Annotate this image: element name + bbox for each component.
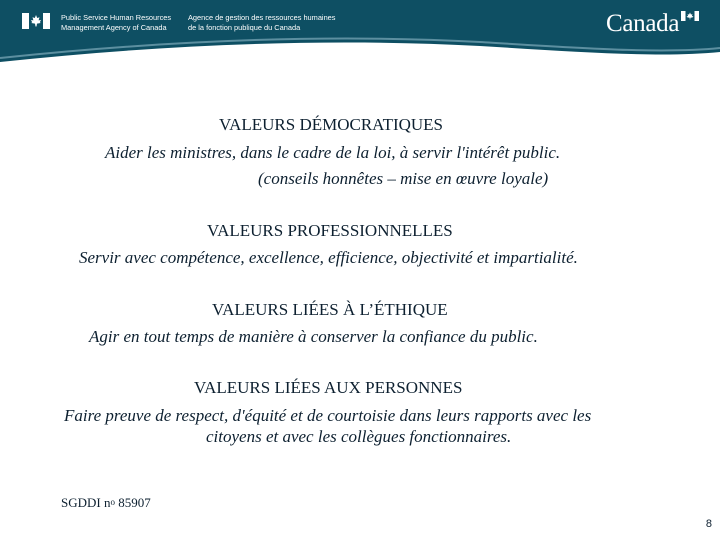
org-fr-line1: Agence de gestion des ressources humaines bbox=[188, 13, 336, 22]
organization-name-french bbox=[188, 13, 336, 32]
section-text-democratic-2: (conseils honnêtes – mise en œuvre loyale) bbox=[258, 169, 549, 188]
section-heading-professional: VALEURS PROFESSIONNELLES bbox=[207, 221, 453, 240]
org-en-line1: Public Service Human Resources bbox=[61, 13, 172, 22]
canada-flag-icon bbox=[22, 13, 50, 29]
ref-prefix: SGDDI n bbox=[61, 495, 111, 510]
document-reference bbox=[61, 495, 151, 511]
ref-number: 85907 bbox=[114, 495, 151, 510]
canada-wordmark bbox=[606, 6, 679, 42]
header-banner bbox=[0, 0, 720, 73]
section-text-people-1: Faire preuve de respect, d'équité et de courtoisie dans leurs rapports avec les bbox=[64, 406, 592, 425]
section-text-people-2: citoyens et avec les collègues fonctionnaires. bbox=[206, 427, 512, 446]
ref-sup: o bbox=[110, 497, 115, 507]
section-heading-democratic: VALEURS DÉMOCRATIQUES bbox=[219, 115, 444, 134]
section-heading-people: VALEURS LIÉES AUX PERSONNES bbox=[194, 378, 463, 397]
org-en-line2: Management Agency of Canada bbox=[61, 22, 167, 32]
section-heading-ethical: VALEURS LIÉES À L’ÉTHIQUE bbox=[212, 300, 448, 319]
org-fr-line2: de la fonction publique du Canada bbox=[188, 22, 301, 32]
section-text-ethical: Agir en tout temps de manière à conserver la confiance du public. bbox=[89, 327, 538, 346]
wordmark-text: Canada bbox=[606, 10, 680, 37]
organization-name-english bbox=[61, 13, 171, 32]
page-number: 8 bbox=[705, 518, 712, 530]
section-text-professional: Servir avec compétence, excellence, efficience, objectivité et impartialité. bbox=[79, 248, 578, 267]
wordmark-flag-icon bbox=[681, 11, 699, 21]
section-text-democratic-1: Aider les ministres, dans le cadre de la loi, à servir l'intérêt public. bbox=[105, 143, 561, 162]
